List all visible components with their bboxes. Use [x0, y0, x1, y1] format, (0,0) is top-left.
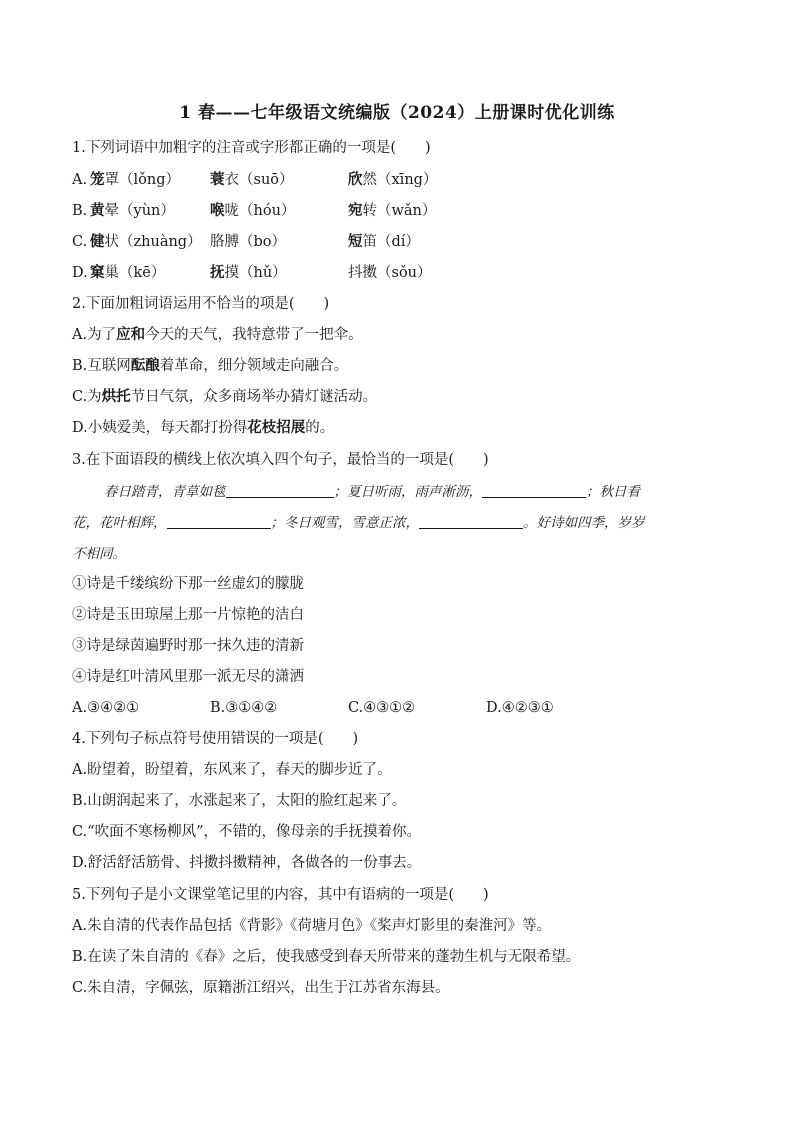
q1-stem: 1.下列词语中加粗字的注音或字形都正确的一项是( )	[72, 140, 431, 156]
q1-b1-bold: 黄	[90, 202, 105, 219]
q1-c-label: C.	[72, 234, 88, 250]
q3-p1c: ；秋日看	[586, 484, 640, 500]
q3-p2a: 花，花叶相辉，	[72, 515, 167, 531]
q1-d2-rest: 摸（hǔ）	[224, 265, 287, 281]
q2-option-b	[72, 356, 348, 376]
q2-a-bold: 应和	[116, 326, 146, 343]
q3-item-1: ①诗是千缕缤纷下那一丝虚幻的朦胧	[72, 576, 304, 592]
page-title: 1 春——七年级语文统编版（2024）上册课时优化训练	[179, 103, 615, 123]
q3-p2b: ；冬日观雪，雪意正浓，	[270, 515, 419, 531]
q1-d1-bold: 窠	[90, 264, 105, 281]
q3-stem: 3.在下面语段的横线上依次填入四个句子，最恰当的一项是( )	[72, 452, 489, 468]
q1-c3-rest: 笛（dí）	[362, 234, 420, 250]
q1-d2-bold: 抚	[210, 264, 225, 281]
q4-option-d: D.舒活舒活筋骨、抖擞抖擞精神，各做各的一份事去。	[72, 855, 422, 871]
q4-option-a: A.盼望着，盼望着，东风来了，春天的脚步近了。	[72, 762, 392, 778]
q5-option-c: C.朱自清，字佩弦，原籍浙江绍兴，出生于江苏省东海县。	[72, 980, 450, 996]
q3-p1a: 春日踏青，青草如毯	[104, 484, 226, 500]
q3-item-2: ②诗是玉田琼屋上那一片惊艳的洁白	[72, 607, 304, 623]
q4-option-b: B.山朗润起来了，水涨起来了，太阳的脸红起来了。	[72, 793, 407, 809]
q2-option-c	[72, 387, 377, 407]
q1-a-label: A.	[72, 172, 88, 188]
q2-a-pre: A.为了	[72, 327, 117, 343]
q1-c2: 胳膊（bo）	[210, 234, 287, 250]
q1-a1-rest: 罩（lǒng）	[104, 172, 180, 188]
q1-a2-bold: 蓑	[210, 171, 225, 188]
q3-option-d: D.④②③①	[486, 700, 554, 716]
q3-blank-3[interactable]	[167, 514, 271, 529]
q1-a1-bold: 笼	[90, 171, 105, 188]
q2-b-pre: B.互联网	[72, 358, 131, 374]
q4-option-c: C.“吹面不寒杨柳风”，不错的，像母亲的手抚摸着你。	[72, 824, 422, 840]
q1-c1-bold: 健	[90, 233, 105, 250]
q3-option-a: A.③④②①	[72, 700, 140, 716]
q3-blank-1[interactable]	[226, 483, 334, 498]
q1-a3-rest: 然（xīng）	[362, 172, 438, 188]
q3-passage-line-2	[72, 513, 722, 533]
q1-b2-bold: 喉	[210, 202, 225, 219]
q2-c-bold: 烘托	[101, 388, 131, 405]
q1-b-label: B.	[72, 203, 88, 219]
q3-item-4: ④诗是红叶清风里那一派无尽的潇洒	[72, 669, 304, 685]
q2-c-pre: C.为	[72, 389, 102, 405]
q4-stem: 4.下列句子标点符号使用错误的一项是( )	[72, 731, 359, 747]
q1-c3-bold: 短	[348, 233, 363, 250]
q1-a3-bold: 欣	[348, 171, 363, 188]
q3-option-c: C.④③①②	[348, 700, 416, 716]
q3-p1b: ；夏日听雨，雨声淅沥，	[333, 484, 482, 500]
q3-blank-2[interactable]	[482, 483, 586, 498]
q3-passage-line-1	[104, 482, 754, 502]
q2-c-post: 节日气氛，众多商场举办猜灯谜活动。	[130, 389, 378, 405]
q3-blank-4[interactable]	[419, 514, 523, 529]
q3-passage-line-3: 不相同。	[72, 546, 126, 562]
q1-b3-bold: 宛	[348, 202, 363, 219]
q2-d-post: 的。	[305, 420, 335, 436]
q3-option-b: B.③①④②	[210, 700, 278, 716]
q1-b1-rest: 晕（yùn）	[104, 203, 175, 219]
q1-d-label: D.	[72, 265, 88, 281]
q3-item-3: ③诗是绿茵遍野时那一抹久违的清新	[72, 638, 304, 654]
q5-option-a: A.朱自清的代表作品包括《背影》《荷塘月色》《桨声灯影里的秦淮河》等。	[72, 918, 552, 934]
q2-b-bold: 酝酿	[130, 357, 160, 374]
q1-b2-rest: 咙（hóu）	[224, 203, 296, 219]
q2-d-pre: D.小姨爱美，每天都打扮得	[72, 420, 248, 436]
q5-option-b: B.在读了朱自清的《春》之后，使我感受到春天所带来的蓬勃生机与无限希望。	[72, 949, 581, 965]
q2-option-d	[72, 418, 334, 438]
q1-c1-rest: 状（zhuàng）	[104, 234, 202, 250]
q2-stem: 2.下面加粗词语运用不恰当的项是( )	[72, 296, 330, 312]
q1-d1-rest: 巢（kē）	[104, 265, 166, 281]
q1-d3: 抖擞（sǒu）	[348, 265, 432, 281]
q2-d-bold: 花枝招展	[247, 419, 306, 436]
q2-b-post: 着革命，细分领域走向融合。	[159, 358, 349, 374]
q1-b3-rest: 转（wǎn）	[362, 203, 437, 219]
q3-p2c: 。好诗如四季，岁岁	[523, 515, 645, 531]
q1-a2-rest: 衣（suō）	[224, 172, 294, 188]
q5-stem: 5.下列句子是小文课堂笔记里的内容，其中有语病的一项是( )	[72, 887, 489, 903]
q2-a-post: 今天的天气，我特意带了一把伞。	[145, 327, 363, 343]
q2-option-a	[72, 325, 363, 345]
